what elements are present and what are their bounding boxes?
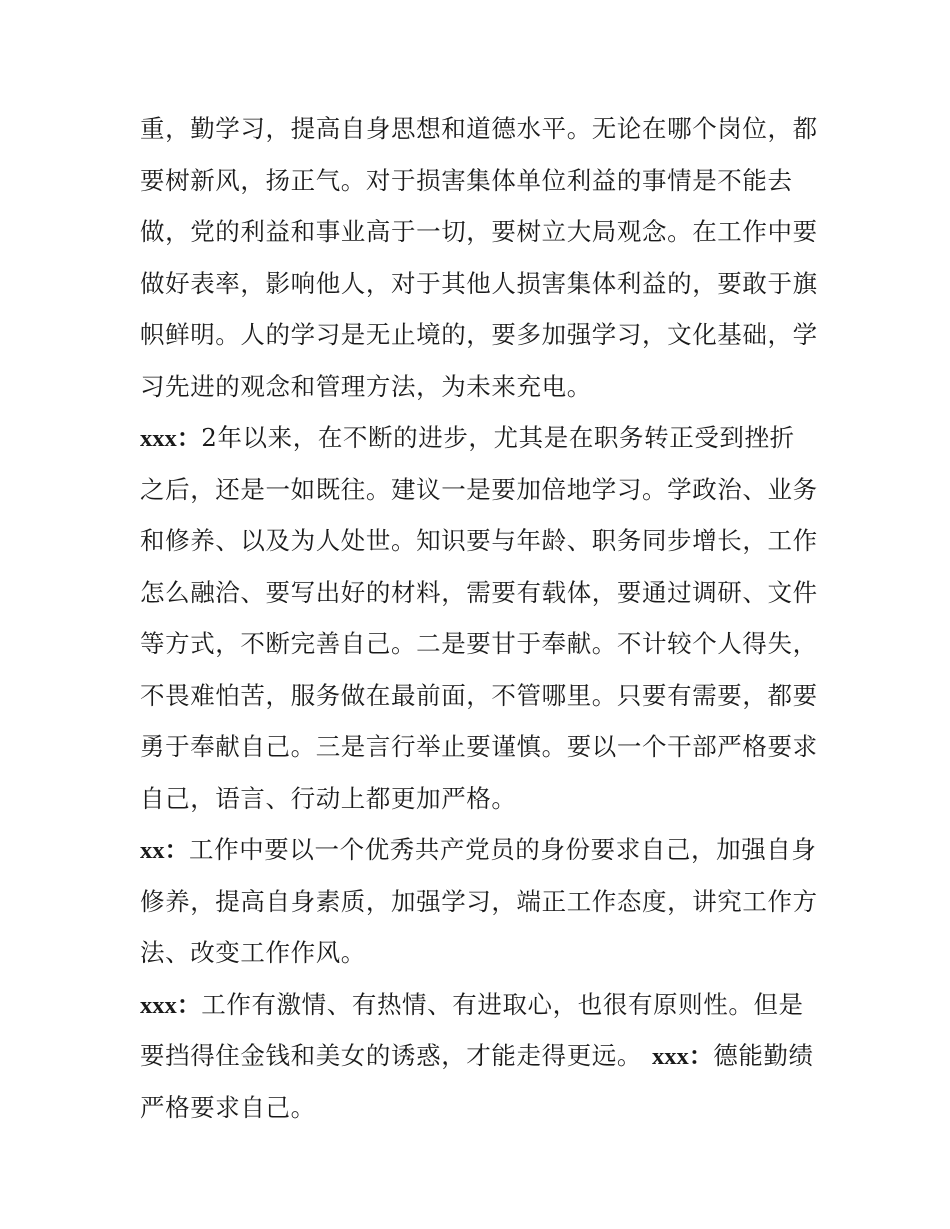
text-line: 要挡得住金钱和美女的诱惑，才能走得更远。 xxx：德能勤绩 xyxy=(140,1041,814,1070)
speaker-label: xxx： xyxy=(140,425,202,452)
text-line: 等方式，不断完善自己。二是要甘于奉献。不计较个人得失， xyxy=(140,629,818,658)
text-line: 习先进的观念和管理方法，为未来充电。 xyxy=(140,371,592,401)
text-line: 和修养、以及为人处世。知识要与年龄、职务同步增长，工作 xyxy=(140,526,818,555)
text-line: 重，勤学习，提高自身思想和道德水平。无论在哪个岗位，都 xyxy=(140,114,818,143)
speaker-label: xx： xyxy=(140,837,189,864)
speaker-label: xxx： xyxy=(140,991,202,1019)
text-line: xxx：2年以来，在不断的进步，尤其是在职务转正受到挫折 xyxy=(140,423,795,452)
text-line: 不畏难怕苦，服务做在最前面，不管哪里。只要有需要，都要 xyxy=(140,680,818,710)
text-line: 修养，提高自身素质，加强学习，端正工作态度，讲究工作方 xyxy=(140,886,818,916)
text-line: xx：工作中要以一个优秀共产党员的身份要求自己，加强自身 xyxy=(140,835,817,864)
text-line: 做好表率，影响他人，对于其他人损害集体利益的，要敢于旗 xyxy=(140,268,818,298)
text-line: 做，党的利益和事业高于一切，要树立大局观念。在工作中要 xyxy=(140,217,818,246)
text-line: 自己，语言、行动上都更加严格。 xyxy=(140,783,517,813)
text-line: xxx：工作有激情、有热情、有进取心，也很有原则性。但是 xyxy=(140,989,804,1019)
body-text xyxy=(140,103,820,1133)
speaker-label: xxx： xyxy=(652,1043,714,1070)
text-line: 怎么融洽、要写出好的材料，需要有载体，要通过调研、文件 xyxy=(140,577,818,607)
text-line: 法、改变工作作风。 xyxy=(140,938,366,967)
text-line: 之后，还是一如既往。建议一是要加倍地学习。学政治、业务 xyxy=(140,474,818,504)
text-line: 要树新风，扬正气。对于损害集体单位利益的事情是不能去 xyxy=(140,165,793,195)
text-line: 勇于奉献自己。三是言行举止要谨慎。要以一个干部严格要求 xyxy=(140,732,818,761)
text-line: 帜鲜明。人的学习是无止境的，要多加强学习，文化基础，学 xyxy=(140,320,818,349)
text-line: 严格要求自己。 xyxy=(140,1092,316,1122)
